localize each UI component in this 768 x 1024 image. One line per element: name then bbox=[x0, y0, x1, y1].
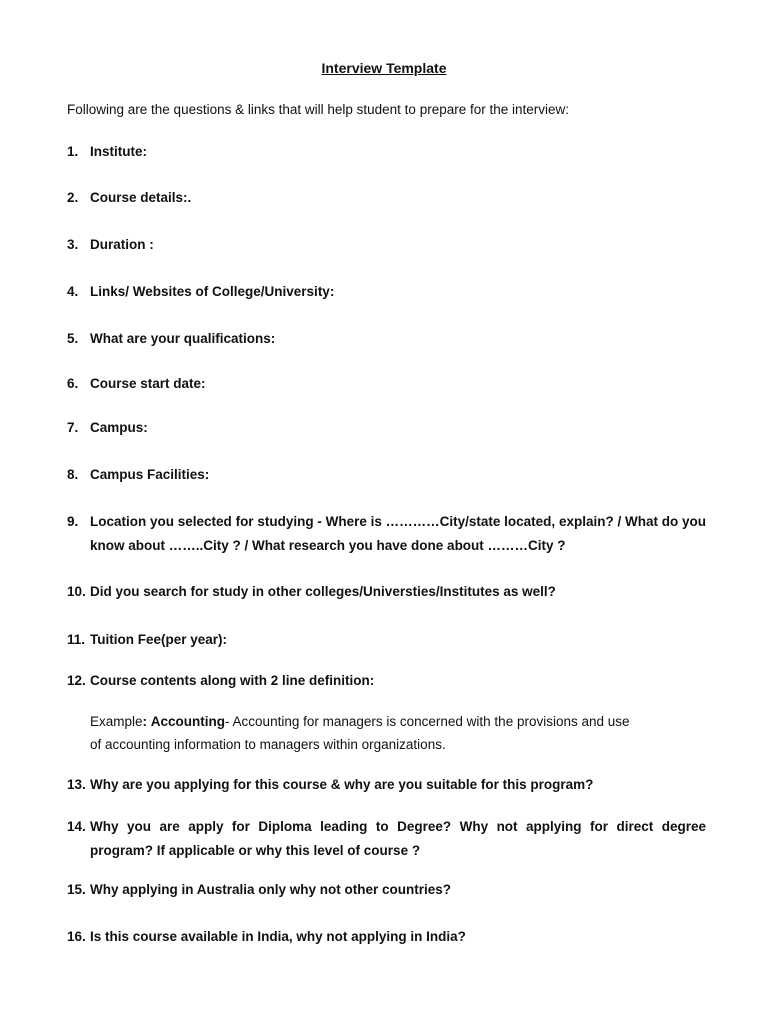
question-item: 13. Why are you applying for this course & why are you suitable for this program? bbox=[67, 777, 594, 792]
question-item: 1. Institute: bbox=[67, 144, 147, 159]
question-item: 3. Duration : bbox=[67, 237, 154, 252]
question-item: 2. Course details:. bbox=[67, 190, 192, 205]
question-item: 16. Is this course available in India, why not applying in India? bbox=[67, 929, 466, 944]
example-body: - Accounting for managers is concerned with the provisions and use bbox=[225, 714, 630, 729]
example-paragraph: Example: Accounting- Accounting for managers is concerned with the provisions and use bbox=[90, 714, 630, 729]
question-item: 14. Why you are apply for Diploma leading to Degree? Why not applying for direct degree program? If applicable or why this level of course ? bbox=[67, 819, 706, 858]
example-term: Accounting bbox=[150, 714, 226, 729]
page-title: Interview Template bbox=[321, 60, 447, 76]
question-item: 15. Why applying in Australia only why not other countries? bbox=[67, 882, 452, 897]
question-item: 9. Location you selected for studying - Where is …………City/state located, explain? / What do you know about ……..City ? / What research you have done about ………City ? bbox=[67, 514, 706, 553]
intro-text: Following are the questions & links that will help student to prepare for the interview: bbox=[67, 102, 570, 117]
question-item: 7. Campus: bbox=[67, 420, 148, 435]
question-item: 6. Course start date: bbox=[67, 376, 206, 391]
question-item: 5. What are your qualifications: bbox=[67, 331, 276, 346]
question-item: 8. Campus Facilities: bbox=[67, 467, 210, 482]
question-item: 11. Tuition Fee(per year): bbox=[67, 632, 228, 647]
question-item: 4. Links/ Websites of College/University: bbox=[67, 284, 335, 299]
question-item: 12. Course contents along with 2 line definition: bbox=[67, 673, 375, 688]
example-paragraph-cont: of accounting information to managers within organizations. bbox=[90, 737, 446, 752]
question-item: 10. Did you search for study in other colleges/Universties/Institutes as well? bbox=[67, 584, 556, 599]
example-label: Example bbox=[90, 714, 143, 729]
